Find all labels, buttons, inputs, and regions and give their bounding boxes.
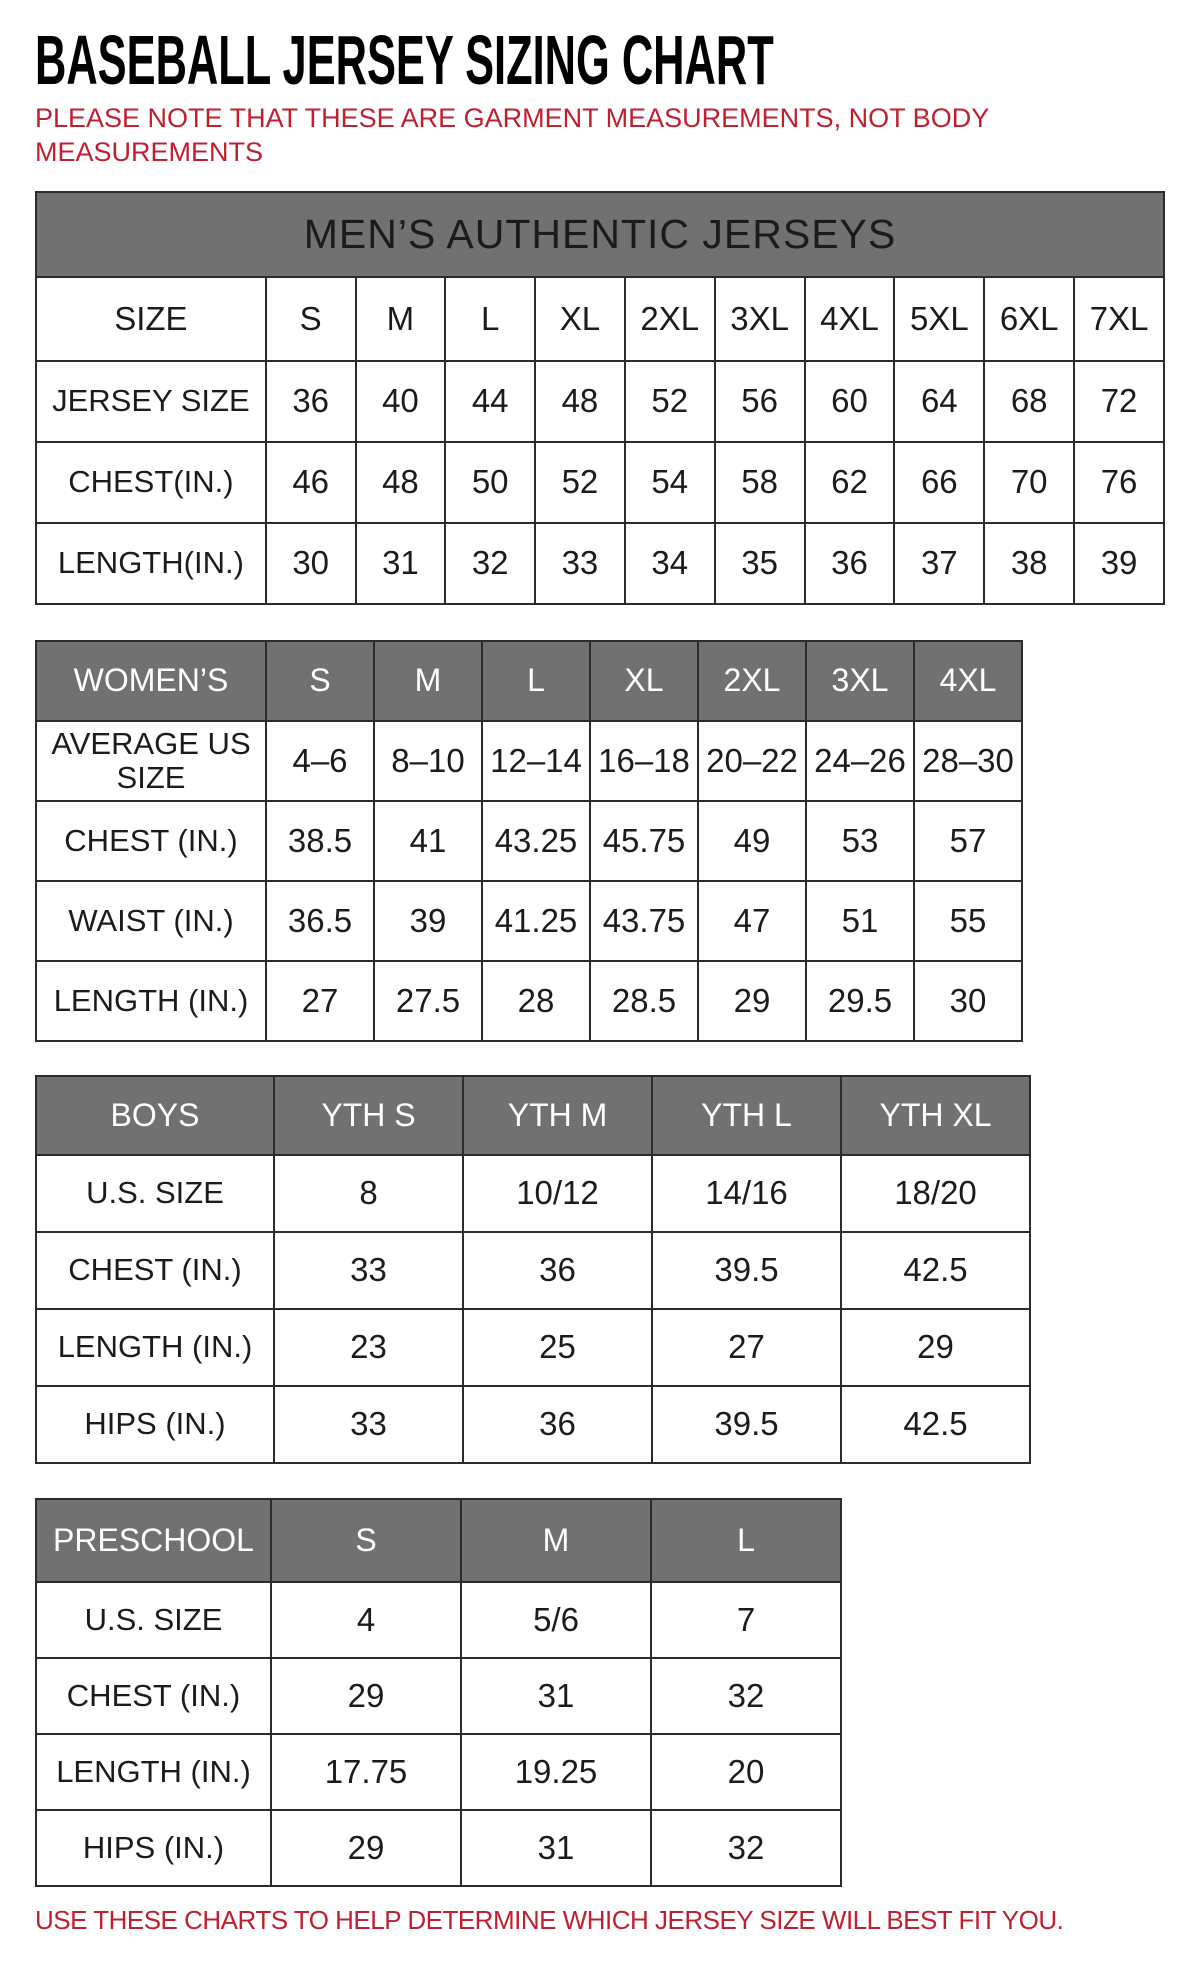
size-value: 30 [266,523,356,604]
column-header-row [36,641,1022,721]
size-value: 47 [698,881,806,961]
table-row [36,801,1022,881]
row-label: LENGTH (IN.) [36,1734,271,1810]
size-value: 51 [806,881,914,961]
size-value: 35 [715,523,805,604]
size-value: 27 [652,1309,841,1386]
column-header: 5XL [894,277,984,361]
size-value: 58 [715,442,805,523]
row-label: LENGTH(IN.) [36,523,266,604]
size-value: 27 [266,961,374,1041]
size-value: 36 [805,523,895,604]
size-value: 28 [482,961,590,1041]
size-value: 4–6 [266,721,374,801]
column-header-row [36,277,1164,361]
column-header: XL [535,277,625,361]
size-value: 29 [841,1309,1030,1386]
size-value: 17.75 [271,1734,461,1810]
size-value: 33 [274,1386,463,1463]
size-value: 72 [1074,361,1164,442]
row-label: HIPS (IN.) [36,1810,271,1886]
table-row [36,1386,1030,1463]
boys-grid [35,1075,1031,1464]
size-value: 20–22 [698,721,806,801]
size-value: 56 [715,361,805,442]
size-value: 36.5 [266,881,374,961]
table-row [36,1155,1030,1232]
column-header: S [266,641,374,721]
size-value: 23 [274,1309,463,1386]
column-header: 7XL [1074,277,1164,361]
row-label: U.S. SIZE [36,1582,271,1658]
size-value: 39.5 [652,1232,841,1309]
size-value: 54 [625,442,715,523]
column-header-row [36,1076,1030,1155]
size-value: 48 [535,361,625,442]
size-value: 39 [374,881,482,961]
size-value: 34 [625,523,715,604]
size-value: 32 [651,1658,841,1734]
size-value: 43.75 [590,881,698,961]
size-value: 43.25 [482,801,590,881]
size-value: 31 [461,1810,651,1886]
size-value: 8–10 [374,721,482,801]
column-header: YTH L [652,1076,841,1155]
column-header: YTH XL [841,1076,1030,1155]
column-header-row [36,1499,841,1582]
size-value: 40 [356,361,446,442]
size-value: 28–30 [914,721,1022,801]
column-header: 3XL [806,641,914,721]
size-value: 29 [271,1810,461,1886]
size-value: 53 [806,801,914,881]
size-value: 70 [984,442,1074,523]
size-value: 57 [914,801,1022,881]
womens-sizing-table [35,640,1165,1042]
size-value: 39.5 [652,1386,841,1463]
size-value: 24–26 [806,721,914,801]
size-value: 36 [463,1232,652,1309]
size-value: 44 [445,361,535,442]
row-label: U.S. SIZE [36,1155,274,1232]
size-value: 45.75 [590,801,698,881]
size-value: 36 [463,1386,652,1463]
table-row [36,1734,841,1810]
table-row [36,523,1164,604]
size-value: 52 [625,361,715,442]
size-value: 31 [461,1658,651,1734]
mens-authentic-jerseys-table [35,191,1165,605]
size-value: 30 [914,961,1022,1041]
size-value: 31 [356,523,446,604]
size-value: 52 [535,442,625,523]
size-value: 4 [271,1582,461,1658]
row-label: CHEST (IN.) [36,801,266,881]
size-value: 27.5 [374,961,482,1041]
column-header: BOYS [36,1076,274,1155]
table-row [36,1232,1030,1309]
table-row [36,961,1022,1041]
mens-grid [35,191,1165,605]
table-row [36,1810,841,1886]
size-value: 64 [894,361,984,442]
table-row [36,1582,841,1658]
column-header: S [271,1499,461,1582]
table-row [36,1658,841,1734]
size-value: 29 [271,1658,461,1734]
preschool-grid [35,1498,842,1887]
size-value: 42.5 [841,1232,1030,1309]
row-label: CHEST (IN.) [36,1232,274,1309]
garment-measurement-note: PLEASE NOTE THAT THESE ARE GARMENT MEASUREMENTS, NOT BODY MEASUREMENTS [35,103,989,168]
size-value: 16–18 [590,721,698,801]
size-value: 10/12 [463,1155,652,1232]
size-value: 5/6 [461,1582,651,1658]
row-label: AVERAGE US SIZE [36,721,266,801]
mens-banner-title: MEN’S AUTHENTIC JERSEYS [36,192,1164,277]
size-value: 28.5 [590,961,698,1041]
size-value: 50 [445,442,535,523]
size-value: 49 [698,801,806,881]
size-value: 29 [698,961,806,1041]
size-value: 76 [1074,442,1164,523]
column-header: S [266,277,356,361]
column-header: 6XL [984,277,1074,361]
size-value: 14/16 [652,1155,841,1232]
preschool-sizing-table [35,1498,1165,1887]
size-value: 39 [1074,523,1164,604]
sizing-chart-page [0,21,1200,1936]
column-header: 3XL [715,277,805,361]
size-value: 68 [984,361,1074,442]
size-value: 41 [374,801,482,881]
row-label: LENGTH (IN.) [36,1309,274,1386]
column-header: YTH M [463,1076,652,1155]
column-header: L [651,1499,841,1582]
size-value: 38 [984,523,1074,604]
column-header: 4XL [805,277,895,361]
column-header: 2XL [625,277,715,361]
column-header: XL [590,641,698,721]
size-value: 48 [356,442,446,523]
size-value: 25 [463,1309,652,1386]
size-value: 32 [445,523,535,604]
column-header: PRESCHOOL [36,1499,271,1582]
row-label: JERSEY SIZE [36,361,266,442]
size-value: 36 [266,361,356,442]
column-header: WOMEN’S [36,641,266,721]
column-header: 2XL [698,641,806,721]
size-value: 66 [894,442,984,523]
row-label: WAIST (IN.) [36,881,266,961]
row-label: CHEST (IN.) [36,1658,271,1734]
size-value: 33 [535,523,625,604]
size-value: 18/20 [841,1155,1030,1232]
size-value: 41.25 [482,881,590,961]
boys-sizing-table [35,1075,1165,1464]
size-value: 12–14 [482,721,590,801]
table-row [36,442,1164,523]
table-row [36,361,1164,442]
row-label: LENGTH (IN.) [36,961,266,1041]
column-header: M [374,641,482,721]
size-value: 33 [274,1232,463,1309]
footer-note: USE THESE CHARTS TO HELP DETERMINE WHICH JERSEY SIZE WILL BEST FIT YOU. [35,1904,1064,1935]
size-value: 38.5 [266,801,374,881]
row-label: HIPS (IN.) [36,1386,274,1463]
row-label: CHEST(IN.) [36,442,266,523]
size-value: 8 [274,1155,463,1232]
size-value: 29.5 [806,961,914,1041]
column-header: L [482,641,590,721]
size-value: 32 [651,1810,841,1886]
size-value: 19.25 [461,1734,651,1810]
column-header: 4XL [914,641,1022,721]
womens-grid [35,640,1023,1042]
table-row [36,881,1022,961]
table-banner-row [36,192,1164,277]
table-row [36,1309,1030,1386]
table-row [36,721,1022,801]
column-header: L [445,277,535,361]
column-header: YTH S [274,1076,463,1155]
size-value: 7 [651,1582,841,1658]
size-value: 20 [651,1734,841,1810]
column-header: SIZE [36,277,266,361]
size-value: 60 [805,361,895,442]
column-header: M [461,1499,651,1582]
size-value: 42.5 [841,1386,1030,1463]
column-header: M [356,277,446,361]
size-value: 37 [894,523,984,604]
size-value: 46 [266,442,356,523]
size-value: 55 [914,881,1022,961]
page-title: BASEBALL JERSEY SIZING CHART [35,21,774,99]
size-value: 62 [805,442,895,523]
